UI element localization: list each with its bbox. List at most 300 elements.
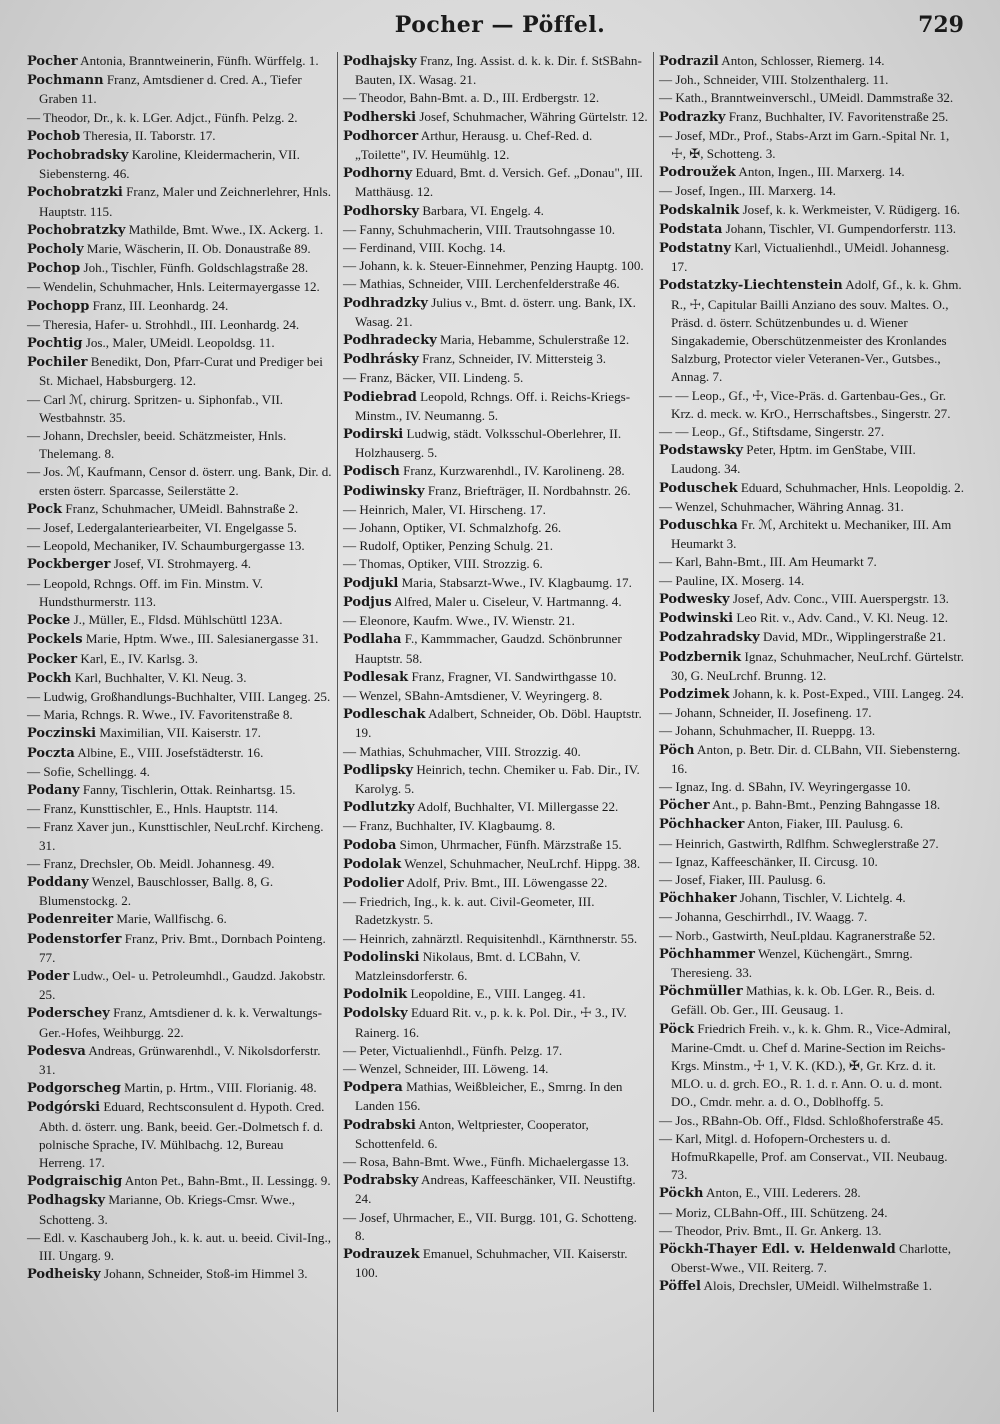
entry-details: — Heinrich, zahnärztl. Requisitenhdl., Kärnthnerstr. 55.	[343, 930, 638, 946]
entry-details: — Johann, k. k. Steuer-Einnehmer, Penzing Hauptg. 100.	[343, 258, 644, 274]
directory-entry	[27, 575, 332, 611]
directory-entry	[27, 1004, 332, 1041]
directory-entry	[659, 498, 965, 516]
entry-columns	[22, 52, 972, 1412]
directory-entry	[27, 109, 332, 127]
entry-surname: Podhrásky	[343, 352, 419, 368]
entry-surname: Pöckh-Thayer Edl. v. Heldenwald	[659, 1242, 896, 1257]
entry-details: Josef, k. k. Werkmeister, V. Rüdigerg. 16.	[742, 201, 961, 217]
directory-entry	[659, 163, 965, 182]
entry-details: Josef, Adv. Conc., VIII. Auerspergstr. 13.	[732, 590, 949, 606]
entry-details: Franz, Priv. Bmt., Dornbach Pointeng. 77.	[39, 930, 326, 965]
directory-entry	[343, 350, 648, 369]
entry-surname: Podjus	[343, 594, 392, 610]
directory-entry	[659, 276, 965, 386]
entry-surname: Podhorny	[343, 166, 413, 182]
directory-entry	[343, 482, 648, 501]
directory-entry	[343, 985, 648, 1004]
page-number: 729	[918, 12, 964, 38]
directory-entry	[343, 855, 648, 874]
entry-details: — Johann, Schneider, II. Josefineng. 17.	[659, 705, 872, 721]
entry-details: — Wenzel, Schuhmacher, Währing Annag. 31.	[659, 498, 904, 514]
entry-details: Marianne, Ob. Kriegs-Cmsr. Wwe., Schotteng. 3.	[39, 1192, 295, 1227]
directory-entry	[659, 182, 965, 200]
directory-entry	[343, 164, 648, 201]
directory-entry	[343, 1116, 648, 1153]
entry-surname: Podgórski	[27, 1100, 101, 1116]
entry-surname: Poduschek	[659, 480, 738, 496]
directory-entry	[659, 835, 965, 853]
directory-entry	[27, 967, 332, 1004]
entry-details: — Pauline, IX. Moserg. 14.	[659, 572, 805, 588]
entry-details: — Heinrich, Maler, VI. Hirscheng. 17.	[343, 501, 546, 517]
directory-entry	[659, 52, 965, 71]
directory-entry	[343, 948, 648, 985]
entry-details: — Heinrich, Gastwirth, Rdlfhm. Schweglerstraße 27.	[659, 835, 939, 851]
entry-details: Franz, Briefträger, II. Nordbahnstr. 26.	[427, 482, 631, 498]
entry-details: — Franz Xaver jun., Kunsttischler, NeuLrchf. Kircheng. 31.	[27, 819, 324, 853]
entry-details: Anton, Schlosser, Riemerg. 14.	[721, 53, 885, 68]
entry-details: — Friedrich, Ing., k. k. aut. Civil-Geometer, III. Radetzkystr. 5.	[343, 894, 595, 928]
entry-details: Heinrich, techn. Chemiker u. Fab. Dir., IV. Karolyg. 5.	[355, 761, 640, 796]
directory-entry	[659, 722, 965, 740]
entry-surname: Podiwinsky	[343, 483, 425, 499]
directory-entry	[343, 1078, 648, 1115]
entry-details: — Thomas, Optiker, VIII. Strozzig. 6.	[343, 556, 543, 572]
directory-entry	[343, 52, 648, 89]
directory-entry	[343, 1171, 648, 1208]
entry-surname: Podirski	[343, 427, 404, 443]
entry-details: Barbara, VI. Engelg. 4.	[422, 202, 544, 218]
directory-entry	[27, 650, 332, 669]
entry-surname: Podhradecky	[343, 333, 437, 349]
entry-details: — Maria, Rchngs. R. Wwe., IV. Favoritenstraße 8.	[27, 707, 293, 723]
directory-entry	[659, 1240, 965, 1277]
entry-details: Adolf, Priv. Bmt., III. Löwengasse 22.	[406, 874, 608, 890]
entry-surname: Pöchhacker	[659, 817, 745, 833]
directory-entry	[27, 611, 332, 630]
directory-entry	[27, 427, 332, 463]
entry-surname: Pochiler	[27, 355, 88, 371]
directory-entry	[659, 1112, 965, 1130]
directory-entry	[343, 893, 648, 929]
entry-surname: Podhorcer	[343, 128, 419, 144]
entry-surname: Podisch	[343, 464, 400, 480]
entry-surname: Podrabsky	[343, 1173, 419, 1189]
entry-details: Theresia, II. Taborstr. 17.	[83, 127, 216, 143]
entry-surname: Pöcher	[659, 798, 710, 814]
entry-details: Benedikt, Don, Pfarr-Curat und Prediger bei St. Michael, Habsburgerg. 12.	[39, 354, 323, 389]
entry-surname: Pockberger	[27, 557, 111, 573]
entry-surname: Podoba	[343, 837, 397, 853]
directory-entry	[343, 574, 648, 593]
entry-details: Maria, Hebamme, Schulerstraße 12.	[440, 332, 630, 348]
directory-entry	[659, 778, 965, 796]
directory-entry	[659, 927, 965, 945]
directory-entry	[343, 630, 648, 667]
directory-entry	[343, 1060, 648, 1078]
entry-details: — Theodor, Dr., k. k. LGer. Adjct., Fünfh. Pelzg. 2.	[27, 109, 298, 125]
entry-details: — Franz, Drechsler, Ob. Meidl. Johannesg. 49.	[27, 855, 275, 871]
entry-details: Maximilian, VII. Kaiserstr. 17.	[99, 725, 261, 741]
entry-surname: Podesva	[27, 1043, 86, 1059]
entry-surname: Podhradzky	[343, 295, 428, 311]
entry-surname: Pochopp	[27, 298, 90, 314]
entry-surname: Pöck	[659, 1021, 695, 1037]
entry-details: Karl, Victualienhdl., UMeidl. Johannesg. 17.	[671, 240, 950, 275]
entry-details: Marie, Wäscherin, II. Ob. Donaustraße 89.	[86, 241, 311, 257]
entry-details: Johann, k. k. Post-Exped., VIII. Langeg. 24.	[732, 685, 964, 701]
entry-details: Eduard Rit. v., p. k. k. Pol. Dir., ☩ 3., IV. Rainerg. 16.	[355, 1005, 627, 1040]
entry-details: Simon, Uhrmacher, Fünfh. Märzstraße 15.	[399, 836, 622, 852]
entry-details: — Josef, Fiaker, III. Paulusg. 6.	[659, 871, 826, 887]
entry-details: Karl, E., IV. Karlsg. 3.	[80, 650, 199, 666]
entry-details: — Jos. ℳ, Kaufmann, Censor d. österr. ung. Bank, Dir. d. ersten österr. Sparcasse, Seilerstätte 2.	[27, 464, 332, 498]
directory-entry	[343, 1004, 648, 1041]
entry-surname: Pockh	[27, 670, 72, 686]
entry-surname: Podenreiter	[27, 912, 114, 928]
directory-entry	[343, 668, 648, 687]
entry-details: Alois, Drechsler, UMeidl. Wilhelmstraße 1.	[703, 1278, 933, 1294]
entry-details: Marie, Hptm. Wwe., III. Salesianergasse 31.	[85, 631, 319, 647]
entry-details: Anton, Ingen., III. Marxerg. 14.	[738, 164, 905, 180]
directory-entry	[343, 221, 648, 239]
entry-details: — Rosa, Bahn-Bmt. Wwe., Fünfh. Michaelergasse 13.	[343, 1153, 630, 1169]
entry-details: — Johann, Schuhmacher, II. Rueppg. 13.	[659, 723, 876, 739]
directory-entry	[27, 669, 332, 688]
directory-entry	[659, 815, 965, 834]
directory-entry	[27, 1042, 332, 1079]
directory-entry	[27, 744, 332, 763]
directory-entry	[27, 724, 332, 743]
entry-surname: Podleschak	[343, 707, 426, 723]
entry-surname: Podrazky	[659, 109, 726, 125]
entry-details: Anton, E., VIII. Lederers. 28.	[706, 1185, 861, 1201]
entry-details: Ludw., Oel- u. Petroleumhdl., Gaudzd. Jakobstr. 25.	[39, 967, 326, 1003]
entry-surname: Poczta	[27, 745, 75, 761]
directory-entry	[27, 278, 332, 296]
entry-details: F., Kammmacher, Gaudzd. Schönbrunner Hauptstr. 58.	[355, 631, 622, 666]
entry-details: Julius v., Bmt. d. österr. ung. Bank, IX. Wasag. 21.	[355, 294, 636, 329]
entry-surname: Podrabski	[343, 1117, 416, 1133]
column-2	[338, 52, 654, 1412]
directory-entry	[27, 630, 332, 649]
entry-details: Karl, Buchhalter, V. Kl. Neug. 3.	[74, 669, 247, 685]
entry-surname: Podlutzky	[343, 800, 415, 816]
entry-details: — Karl, Mitgl. d. Hofopern-Orchesters u. d. HofmuRkapelle, Prof. am Conservat., VII. Neubaug. 73.	[659, 1130, 948, 1183]
directory-entry	[343, 462, 648, 481]
directory-entry	[659, 1130, 965, 1185]
directory-entry	[27, 127, 332, 146]
directory-entry	[27, 800, 332, 818]
entry-details: — Leopold, Rchngs. Off. im Fin. Minstm. V. Hundsthurmerstr. 113.	[27, 575, 264, 609]
entry-details: Adolf, Buchhalter, VI. Millergasse 22.	[417, 799, 619, 815]
entry-details: Antonia, Branntweinerin, Fünfh. Würffelg. 1.	[80, 53, 319, 68]
directory-entry	[343, 108, 648, 127]
entry-details: Wenzel, Schuhmacher, NeuLrchf. Hippg. 38.	[404, 855, 641, 871]
entry-surname: Pockels	[27, 632, 83, 648]
directory-entry	[659, 479, 965, 498]
directory-entry	[343, 798, 648, 817]
entry-details: — Wenzel, SBahn-Amtsdiener, V. Weyringerg. 8.	[343, 687, 603, 703]
entry-surname: Pochmann	[27, 73, 104, 89]
entry-details: — Jos., RBahn-Ob. Off., Fldsd. Schloßhoferstraße 45.	[659, 1112, 944, 1128]
entry-surname: Podstawsky	[659, 443, 744, 459]
directory-entry	[343, 537, 648, 555]
entry-details: — Fanny, Schuhmacherin, VIII. Trautsohngasse 10.	[343, 221, 616, 237]
directory-entry	[343, 874, 648, 893]
entry-surname: Podroužek	[659, 165, 736, 181]
entry-surname: Poduschka	[659, 518, 738, 534]
entry-details: — Theodor, Bahn-Bmt. a. D., III. Erdbergstr. 12.	[343, 90, 600, 106]
directory-entry	[343, 687, 648, 705]
directory-entry	[659, 704, 965, 722]
entry-details: Eduard, Rechtsconsulent d. Hypoth. Cred. Abth. d. österr. ung. Bank, beeid. Ger.-Dolmetsch f. d. polnische Sprache, IV. Mühlbachg. 12, Bureau Herreng. 17.	[39, 1099, 325, 1170]
entry-details: Anton, p. Betr. Dir. d. CLBahn, VII. Siebensterng. 16.	[671, 741, 961, 776]
directory-entry	[659, 1020, 965, 1112]
entry-details: Friedrich Freih. v., k. k. Ghm. R., Vice-Admiral, Marine-Cmdt. u. Chef d. Marine-Section im Reichs-Krgs. Minstm., ☩ 1, V. K. (KD.), ✠, Gr. Krz. d. it. MLO. u. d. grch. EO., R. 1. d. r. Ann. O. u. d. mont. DO., Cmdr. mehr. a. d. O., Doblhoffg. 5.	[671, 1020, 951, 1110]
entry-surname: Pöchhammer	[659, 946, 755, 962]
entry-details: — Edl. v. Kaschauberg Joh., k. k. aut. u. beeid. Civil-Ing., III. Ungarg. 9.	[27, 1229, 332, 1263]
entry-surname: Pochobradsky	[27, 148, 129, 164]
entry-surname: Pocholy	[27, 242, 84, 258]
entry-details: — Kath., Branntweinverschl., UMeidl. Dammstraße 32.	[659, 90, 954, 106]
entry-surname: Podjukl	[343, 575, 399, 591]
entry-surname: Podhorsky	[343, 203, 420, 219]
entry-surname: Pochop	[27, 261, 81, 277]
entry-details: Fanny, Tischlerin, Ottak. Reinhartsg. 15.	[82, 781, 296, 797]
entry-surname: Podzahradsky	[659, 630, 760, 646]
entry-details: Franz, Ing. Assist. d. k. k. Dir. f. StSBahn-Bauten, IX. Wasag. 21.	[355, 53, 642, 88]
directory-entry	[659, 220, 965, 239]
entry-details: J., Müller, E., Fldsd. Mühlschüttl 123A.	[73, 612, 283, 628]
entry-details: Charlotte, Oberst-Wwe., VII. Reiterg. 7.	[671, 1241, 951, 1276]
entry-details: — Mathias, Schuhmacher, VIII. Strozzig. 40.	[343, 743, 581, 759]
entry-surname: Pock	[27, 501, 63, 517]
entry-details: Marie, Wallfischg. 6.	[116, 911, 227, 927]
entry-surname: Podherski	[343, 109, 417, 125]
directory-entry	[343, 388, 648, 425]
entry-details: — Wenzel, Schneider, III. Löweng. 14.	[343, 1060, 549, 1076]
directory-entry	[659, 553, 965, 571]
entry-details: — Franz, Buchhalter, IV. Klagbaumg. 8.	[343, 818, 556, 834]
entry-details: Maria, Stabsarzt-Wwe., IV. Klagbaumg. 17.	[401, 574, 632, 590]
directory-entry	[659, 127, 965, 163]
directory-entry	[27, 873, 332, 910]
directory-entry	[27, 688, 332, 706]
entry-details: Franz, Kurzwarenhdl., IV. Karolineng. 28.	[403, 463, 625, 479]
entry-details: — — Leop., Gf., ☩, Vice-Präs. d. Gartenbau-Ges., Gr. Krz. d. meck. w. KrO., Herrschaftsbes., Singerstr. 27.	[659, 387, 951, 421]
directory-entry	[659, 572, 965, 590]
directory-entry	[343, 836, 648, 855]
directory-entry	[343, 555, 648, 573]
entry-surname: Podskalnik	[659, 202, 740, 218]
entry-details: Josef, VI. Strohmayerg. 4.	[113, 556, 252, 572]
directory-entry	[27, 259, 332, 278]
directory-entry	[27, 1079, 332, 1098]
entry-surname: Pocker	[27, 651, 78, 667]
entry-surname: Podolier	[343, 875, 404, 891]
entry-details: — Eleonore, Kaufm. Wwe., IV. Wienstr. 21.	[343, 613, 575, 629]
directory-entry	[27, 463, 332, 499]
directory-entry	[659, 1277, 965, 1296]
directory-entry	[27, 855, 332, 873]
directory-entry	[659, 945, 965, 982]
directory-entry	[343, 519, 648, 537]
entry-details: Adolf, Gf., k. k. Ghm. R., ☩, Capitular Bailli Anziano des souv. Maltes. O., Präsd. d. österr. Schützenbundes u. d. Wiener Singakademie, Oberschützenmeister des Kronlandes Salzburg, Protector vieler Veteranen-Ver., Gutsbes., Annag. 7.	[671, 277, 962, 385]
entry-details: — Wendelin, Schuhmacher, Hnls. Leitermayergasse 12.	[27, 279, 320, 295]
directory-entry	[343, 1209, 648, 1245]
entry-surname: Podwinski	[659, 611, 734, 627]
directory-entry	[343, 127, 648, 164]
entry-surname: Pochob	[27, 128, 81, 144]
entry-surname: Pochtig	[27, 336, 83, 352]
entry-details: — — Leop., Gf., Stiftsdame, Singerstr. 27.	[659, 424, 885, 440]
directory-entry	[27, 183, 332, 220]
entry-surname: Podzbernik	[659, 649, 742, 665]
directory-entry	[343, 369, 648, 387]
directory-entry	[27, 763, 332, 781]
directory-entry	[659, 423, 965, 441]
directory-entry	[659, 516, 965, 553]
entry-details: — Rudolf, Optiker, Penzing Schulg. 21.	[343, 538, 554, 554]
entry-surname: Pochobratzki	[27, 185, 123, 201]
directory-entry	[659, 239, 965, 276]
entry-surname: Pöch	[659, 742, 695, 758]
entry-details: Johann, Schneider, Stoß-im Himmel 3.	[104, 1266, 308, 1282]
directory-entry	[343, 89, 648, 107]
entry-details: Mathilde, Bmt. Wwe., IX. Ackerg. 1.	[128, 221, 324, 237]
directory-entry	[659, 89, 965, 107]
entry-surname: Podgorscheg	[27, 1081, 121, 1097]
directory-entry	[343, 612, 648, 630]
directory-entry	[27, 519, 332, 537]
running-head: Pocher — Pöffel.	[394, 12, 606, 38]
directory-entry	[343, 239, 648, 257]
directory-entry	[659, 741, 965, 778]
directory-entry	[27, 297, 332, 316]
entry-details: Wenzel, Küchengärt., Smrng. Theresieng. 33.	[671, 945, 913, 980]
entry-details: Ant., p. Bahn-Bmt., Penzing Bahngasse 18.	[712, 797, 941, 813]
entry-surname: Podzimek	[659, 686, 730, 702]
entry-details: — Johann, Drechsler, beeid. Schätzmeister, Hnls. Thelemang. 8.	[27, 428, 287, 462]
directory-entry	[659, 590, 965, 609]
entry-details: Albine, E., VIII. Josefstädterstr. 16.	[77, 744, 264, 760]
directory-entry	[27, 930, 332, 967]
column-1	[22, 52, 338, 1412]
directory-entry	[659, 648, 965, 685]
entry-details: — Moriz, CLBahn-Off., III. Schützeng. 24.	[659, 1204, 888, 1220]
directory-entry	[659, 871, 965, 889]
directory-entry	[659, 628, 965, 647]
directory-entry	[659, 908, 965, 926]
directory-entry	[343, 425, 648, 462]
directory-entry	[27, 316, 332, 334]
entry-details: — Johanna, Geschirrhdl., IV. Waagg. 7.	[659, 909, 868, 925]
entry-details: Fr. ℳ, Architekt u. Mechaniker, III. Am Heumarkt 3.	[671, 517, 952, 552]
entry-surname: Podiebrad	[343, 389, 417, 405]
entry-surname: Podolnik	[343, 987, 408, 1003]
entry-details: — Norb., Gastwirth, NeuLpldau. Kagranerstraße 52.	[659, 927, 936, 943]
entry-details: — Franz, Kunsttischler, E., Hnls. Hauptstr. 114.	[27, 801, 279, 817]
directory-entry	[343, 761, 648, 798]
entry-details: — Peter, Victualienhdl., Fünfh. Pelzg. 17.	[343, 1042, 563, 1058]
directory-entry	[27, 1229, 332, 1265]
directory-entry	[659, 387, 965, 423]
entry-details: — Sofie, Schellingg. 4.	[27, 763, 150, 779]
entry-surname: Podgraischig	[27, 1174, 123, 1190]
directory-entry	[27, 500, 332, 519]
entry-surname: Podlesak	[343, 669, 409, 685]
directory-entry	[27, 240, 332, 259]
entry-details: Wenzel, Bauschlosser, Ballg. 8, G. Blumenstockg. 2.	[39, 873, 274, 909]
entry-details: — Leopold, Mechaniker, IV. Schaumburgergasse 13.	[27, 538, 305, 554]
entry-details: Eduard, Schuhmacher, Hnls. Leopoldig. 2.	[740, 479, 965, 495]
entry-details: Josef, Schuhmacher, Währing Gürtelstr. 12.	[419, 108, 648, 124]
entry-surname: Podhajsky	[343, 54, 417, 69]
entry-surname: Podolak	[343, 856, 402, 872]
directory-entry	[343, 743, 648, 761]
directory-entry	[659, 108, 965, 127]
entry-details: Martin, p. Hrtm., VIII. Florianig. 48.	[124, 1080, 317, 1096]
entry-details: — Joh., Schneider, VIII. Stolzenthalerg. 11.	[659, 72, 889, 88]
directory-entry	[659, 1184, 965, 1203]
entry-surname: Poderschey	[27, 1006, 110, 1022]
directory-entry	[27, 781, 332, 800]
entry-details: Anton, Fiaker, III. Paulusg. 6.	[746, 816, 904, 832]
entry-details: Mathias, k. k. Ob. LGer. R., Beis. d. Gefäll. Ob. Ger., III. Geusaug. 1.	[671, 983, 936, 1018]
entry-surname: Podwesky	[659, 591, 730, 607]
entry-details: Arthur, Herausg. u. Chef-Red. d. „Toilette", IV. Heumühlg. 12.	[355, 127, 593, 163]
entry-details: Anton, Weltpriester, Cooperator, Schottenfeld. 6.	[355, 1116, 589, 1151]
directory-entry	[343, 1153, 648, 1171]
entry-details: Nikolaus, Bmt. d. LCBahn, V. Matzleinsdorferstr. 6.	[355, 948, 581, 983]
entry-details: — Josef, Ledergalanteriearbeiter, VI. Engelgasse 5.	[27, 520, 297, 536]
directory-entry	[27, 818, 332, 854]
entry-details: — Mathias, Schneider, VIII. Lerchenfelderstraße 46.	[343, 276, 620, 292]
entry-details: Franz, Schneider, IV. Mittersteig 3.	[422, 351, 607, 367]
entry-surname: Podlaha	[343, 632, 402, 648]
directory-entry	[659, 982, 965, 1019]
directory-entry	[343, 275, 648, 293]
entry-surname: Poder	[27, 968, 70, 984]
entry-surname: Podenstorfer	[27, 931, 122, 947]
entry-surname: Poczinski	[27, 726, 97, 742]
entry-details: Franz, Amtsdiener d. k. k. Verwaltungs-Ger.-Hofes, Weihburgg. 22.	[39, 1005, 322, 1040]
entry-details: — Ferdinand, VIII. Kochg. 14.	[343, 240, 506, 256]
directory-entry	[343, 930, 648, 948]
entry-details: Johann, Tischler, VI. Gumpendorferstr. 113.	[725, 220, 957, 236]
entry-surname: Pochobratzky	[27, 222, 126, 238]
entry-surname: Podlipsky	[343, 762, 414, 778]
entry-details: Anton Pet., Bahn-Bmt., II. Lessingg. 9.	[124, 1173, 331, 1189]
directory-entry	[27, 1191, 332, 1228]
directory-entry	[27, 71, 332, 108]
directory-entry	[343, 817, 648, 835]
entry-details: Peter, Hptm. im GenStabe, VIII. Laudong. 34.	[671, 442, 916, 477]
entry-details: — Carl ℳ, chirurg. Spritzen- u. Siphonfab., VII. Westbahnstr. 35.	[27, 391, 284, 425]
entry-details: Leopold, Rchngs. Off. i. Reichs-Kriegs-Minstm., IV. Neumanng. 5.	[355, 388, 631, 423]
directory-entry	[343, 501, 648, 519]
entry-surname: Pöchhaker	[659, 891, 737, 907]
directory-entry	[343, 705, 648, 742]
directory-entry	[27, 146, 332, 183]
directory-entry	[27, 52, 332, 71]
directory-entry	[659, 685, 965, 704]
entry-details: — Ludwig, Großhandlungs-Buchhalter, VIII. Langeg. 25.	[27, 688, 331, 704]
entry-surname: Podstatzky-Liechtenstein	[659, 278, 843, 294]
entry-surname: Podheisky	[27, 1267, 101, 1283]
